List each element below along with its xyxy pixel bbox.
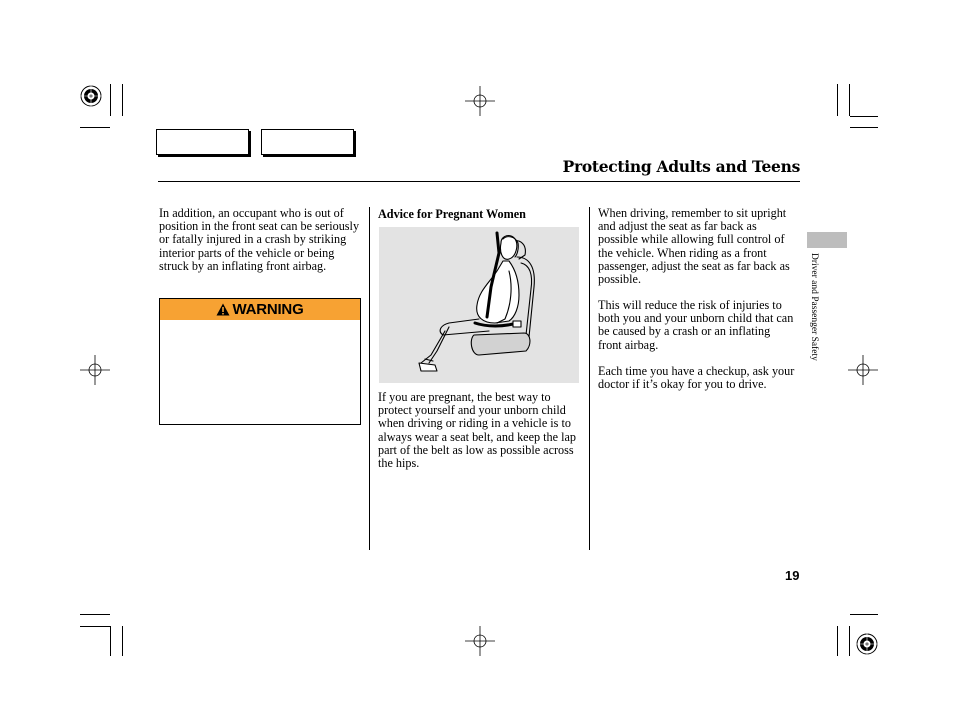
crop-mark — [849, 84, 850, 116]
crop-mark — [122, 84, 123, 116]
pregnant-woman-illustration — [379, 227, 579, 383]
crop-mark — [80, 626, 110, 627]
crop-mark — [850, 116, 878, 117]
crop-mark — [850, 127, 878, 128]
intro-paragraph: In addition, an occupant who is out of position in the front seat can be seriously or fatally injured in a crash by striking interior parts of the vehicle or being struck by an inflating front airbag. — [159, 206, 360, 273]
crosshair-icon — [465, 626, 495, 656]
column-divider — [589, 207, 590, 550]
nav-tab-table-of-contents[interactable] — [261, 129, 354, 155]
nav-tab-main-menu[interactable] — [156, 129, 249, 155]
warning-triangle-icon — [216, 303, 230, 316]
section-side-label: Driver and Passenger Safety — [809, 253, 819, 361]
crop-mark — [837, 84, 838, 116]
warning-box — [159, 298, 361, 425]
crop-mark — [80, 614, 110, 615]
crop-mark — [80, 127, 110, 128]
crosshair-icon — [848, 355, 878, 385]
section-heading: Advice for Pregnant Women — [378, 207, 526, 221]
registration-target-icon — [80, 85, 102, 107]
crosshair-icon — [465, 86, 495, 116]
crop-mark — [837, 626, 838, 656]
header-rule — [158, 181, 800, 182]
risk-paragraph: This will reduce the risk of injuries to both you and your unborn child that can be caused by a crash or an inflating front airbag. — [598, 298, 794, 352]
section-side-tab[interactable] — [807, 232, 847, 248]
crosshair-icon — [80, 355, 110, 385]
warning-header — [160, 299, 360, 320]
page-title: Protecting Adults and Teens — [562, 157, 800, 176]
crop-mark — [122, 626, 123, 656]
driving-paragraph: When driving, remember to sit upright and adjust the seat as far back as possible while allowing full control of the vehicle. When riding as a front passenger, adjust the seat as far back as possible. — [598, 206, 790, 287]
page-number: 19 — [785, 568, 800, 583]
crop-mark — [110, 84, 111, 116]
crop-mark — [110, 626, 111, 656]
crop-mark — [850, 614, 878, 615]
registration-target-icon — [856, 633, 878, 655]
pregnancy-paragraph: If you are pregnant, the best way to protect yourself and your unborn child when driving or riding in a vehicle is to always wear a seat belt, and keep the lap part of the belt as low as possible across the hips. — [378, 390, 576, 471]
column-divider — [369, 207, 370, 550]
warning-label: WARNING — [232, 301, 304, 318]
checkup-paragraph: Each time you have a checkup, ask your doctor if it’s okay for you to drive. — [598, 364, 795, 392]
crop-mark — [849, 626, 850, 656]
